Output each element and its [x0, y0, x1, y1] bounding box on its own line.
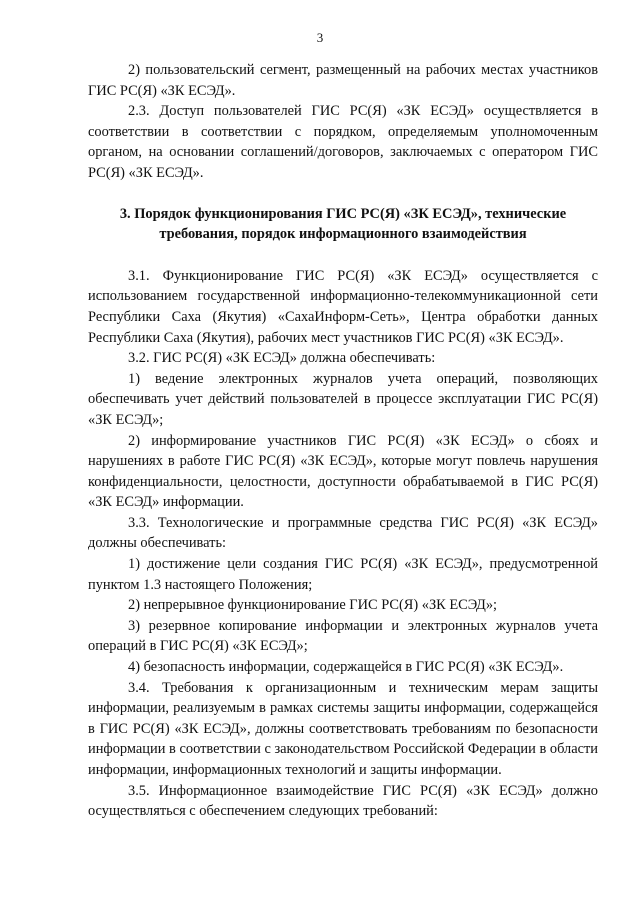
paragraph-2-3-access: 2.3. Доступ пользователей ГИС РС(Я) «ЗК ЕСЭД» осуществляется в соответствии в соответствии с порядком, определяемым уполномоченным органом, на основании соглашений/договоров, заключаемых с оператором ГИС РС(Я) «ЗК ЕСЭД». [88, 103, 598, 181]
paragraph-3-3-item-4: 4) безопасность информации, содержащейся в ГИС РС(Я) «ЗК ЕСЭД». [128, 659, 564, 676]
paragraph-3-3-item-1: 1) достижение цели создания ГИС РС(Я) «ЗК ЕСЭД», предусмотренной пунктом 1.3 настоящего Положения; [88, 556, 598, 593]
paragraph-3-3-item-2: 2) непрерывное функционирование ГИС РС(Я) «ЗК ЕСЭД»; [128, 597, 498, 614]
paragraph-3-3-item-3: 3) резервное копирование информации и электронных журналов учета операций в ГИС РС(Я) «ЗК ЕСЭД»; [88, 617, 598, 655]
paragraph-3-2-item-2: 2) информирование участников ГИС РС(Я) «ЗК ЕСЭД» о сбоях и нарушениях в работе ГИС РС(Я) «ЗК ЕСЭД», которые могут повлечь нарушения конфиденциальности, целостности, доступности обрабатываемой в ГИС РС(Я) «ЗК ЕСЭД» информации. [88, 432, 598, 511]
paragraph-user-segment: 2) пользовательский сегмент, размещенный на рабочих местах участников ГИС РС(Я) «ЗК ЕСЭД». [88, 62, 598, 99]
section-heading: 3. Порядок функционирования ГИС РС(Я) «ЗК ЕСЭД», технические требования, порядок информационного взаимодействия [119, 205, 567, 243]
paragraph-3-1: 3.1. Функционирование ГИС РС(Я) «ЗК ЕСЭД» осуществляется с использованием государственной информационно-телекоммуникационной сети Республики Саха (Якутия) «СахаИнформ-Сеть», Центра обработки данных Республики Саха (Якутия), рабочих мест участников ГИС РС(Я) «ЗК ЕСЭД». [88, 267, 598, 346]
page-number: 3 [316, 30, 324, 45]
paragraph-3-2: 3.2. ГИС РС(Я) «ЗК ЕСЭД» должна обеспечивать: [128, 350, 436, 367]
paragraph-3-5: 3.5. Информационное взаимодействие ГИС РС(Я) «ЗК ЕСЭД» должно осуществляться с обеспечением следующих требований: [88, 782, 598, 820]
document-body [88, 60, 598, 822]
paragraph-3-4: 3.4. Требования к организационным и техническим мерам защиты информации, реализуемым в рамках системы защиты информации, содержащейся в ГИС РС(Я) «ЗК ЕСЭД», должны соответствовать требованиям по безопасности информации в соответствии с законодательством Российской Федерации в области информации, информационных технологий и защиты информации. [88, 679, 598, 778]
paragraph-3-3: 3.3. Технологические и программные средства ГИС РС(Я) «ЗК ЕСЭД» должны обеспечивать: [88, 514, 598, 552]
paragraph-3-2-item-1: 1) ведение электронных журналов учета операций, позволяющих обеспечивать учет действий пользователей в процессе эксплуатации ГИС РС(Я) «ЗК ЕСЭД»; [88, 370, 598, 428]
